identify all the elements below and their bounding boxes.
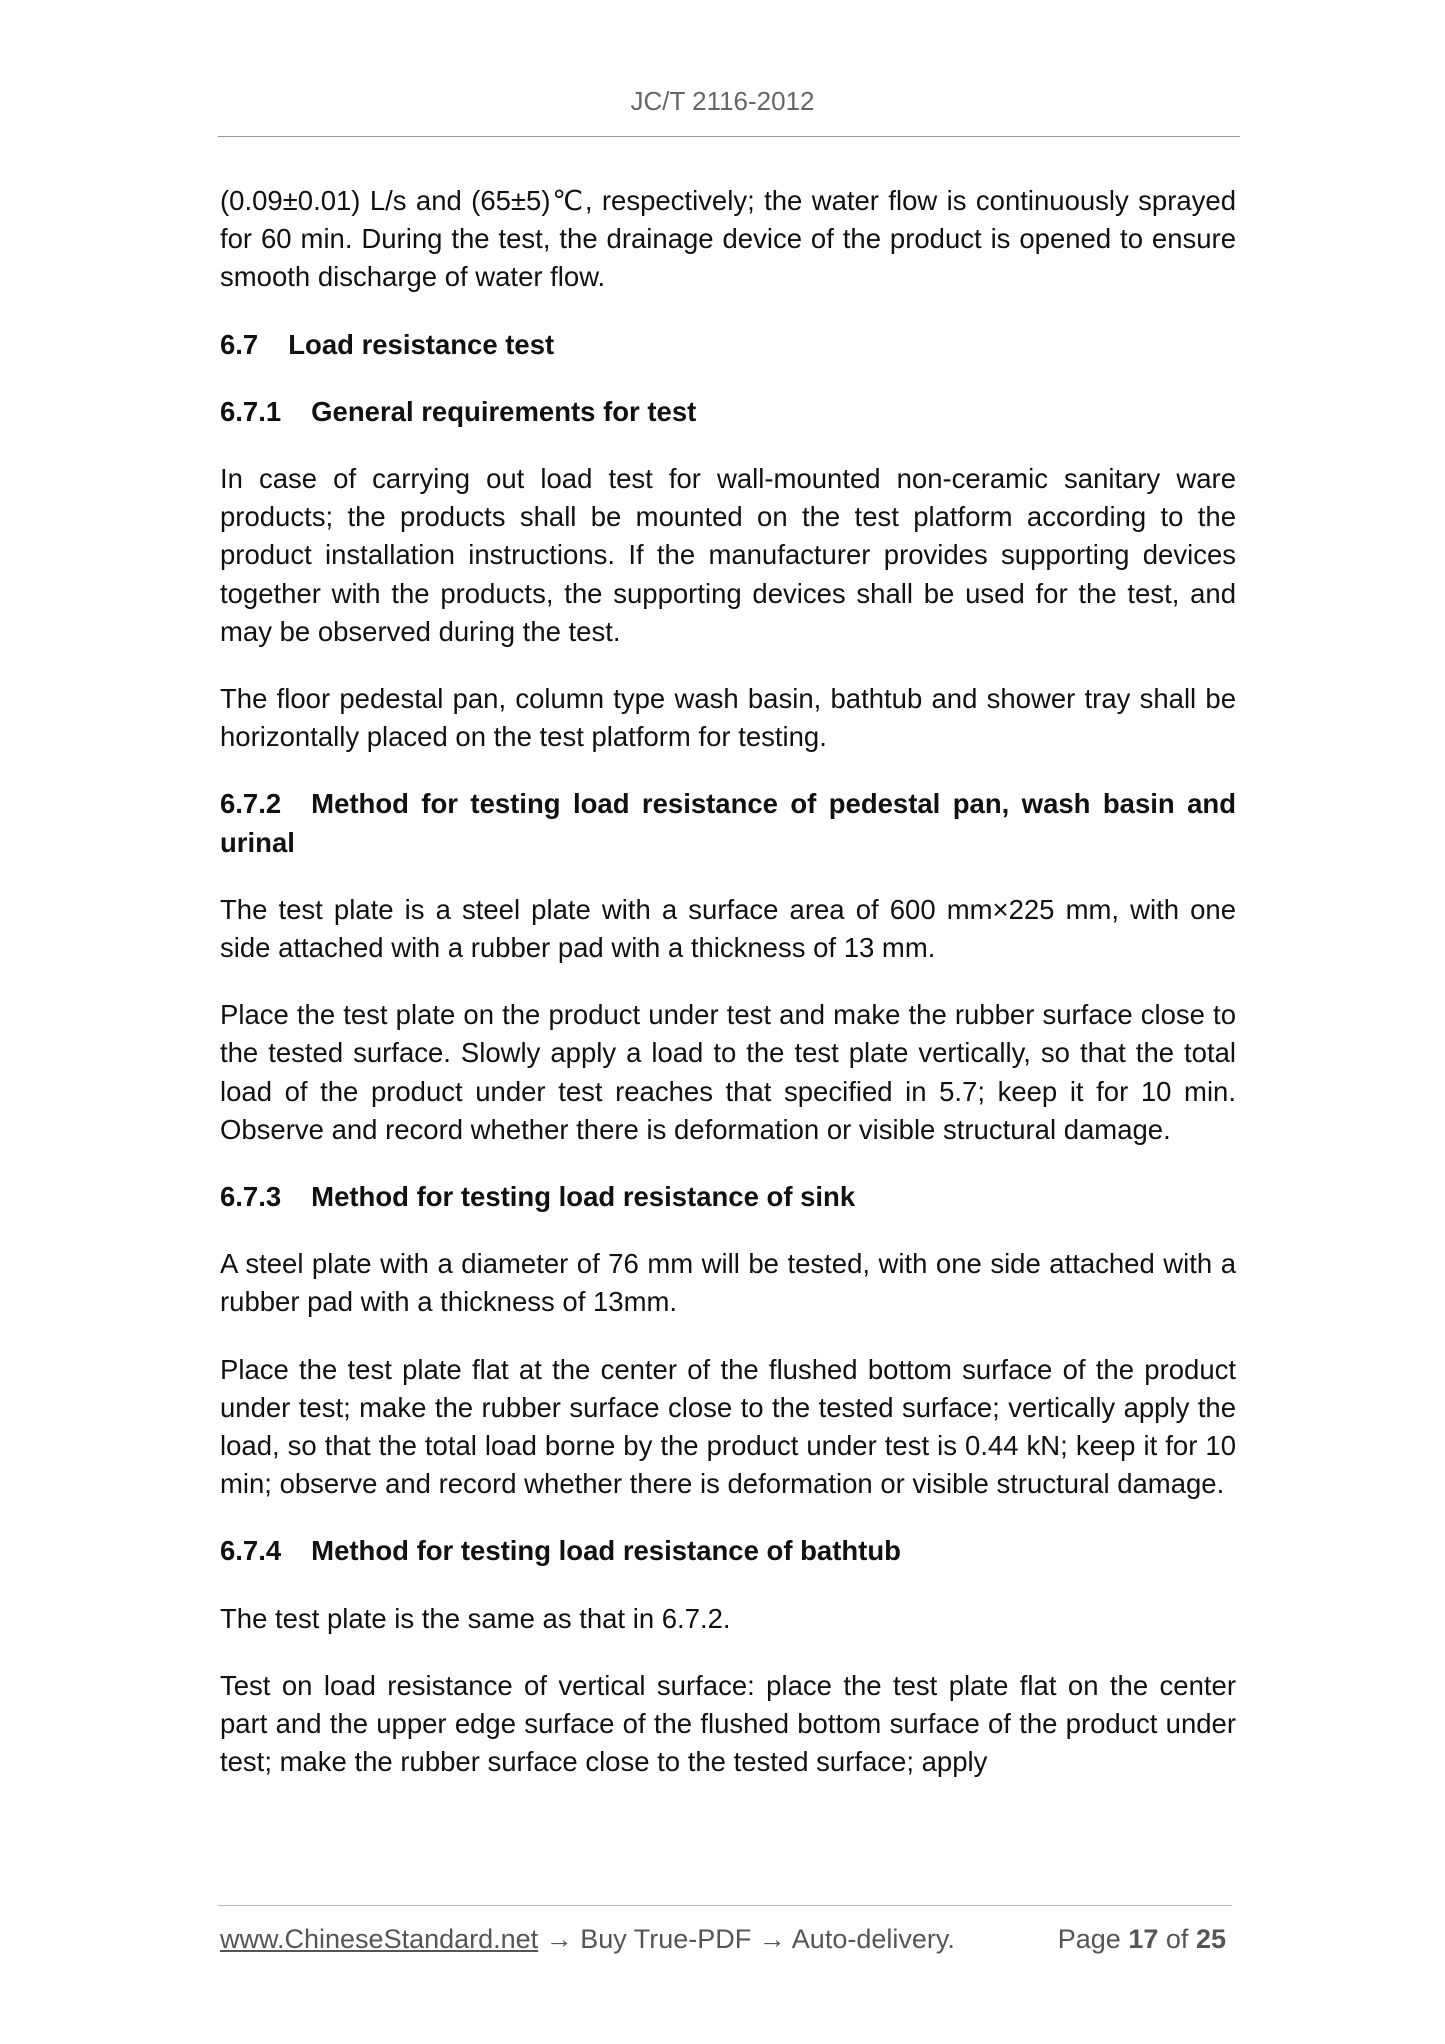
intro-paragraph: (0.09±0.01) L/s and (65±5)℃, respectively; the water flow is continuously sprayed for 60 min. During the test, the drainage device of the product is opened to ensure smooth discharge of water flow. xyxy=(220,185,1236,293)
page-total: 25 xyxy=(1195,1924,1226,1954)
website-link[interactable]: www.ChineseStandard.net xyxy=(220,1924,539,1954)
arrow-right-icon: → xyxy=(545,1924,573,1954)
section-heading-6-7-2 xyxy=(220,785,1236,861)
paragraph-6-7-3-a: A steel plate with a diameter of 76 mm will be tested, with one side attached with a rubber pad with a thickness of 13mm. xyxy=(220,1248,1236,1318)
paragraph-6-7-4-a: The test plate is the same as that in 6.7.2. xyxy=(220,1602,731,1634)
section-title: Method for testing load resistance of pedestal pan, wash basin and urinal xyxy=(220,788,1236,858)
page-current: 17 xyxy=(1128,1924,1159,1954)
footer-promo xyxy=(220,1924,955,1955)
footer-divider xyxy=(218,1905,1232,1906)
section-number: 6.7 xyxy=(220,328,259,360)
paragraph-6-7-1-a: In case of carrying out load test for wall-mounted non-ceramic sanitary ware products; the products shall be mounted on the test platform according to the product installation instructions. If the manufacturer provides supporting devices together with the products, the supporting devices shall be used for the test, and may be observed during the test. xyxy=(220,463,1236,647)
section-title: Method for testing load resistance of sink xyxy=(311,1181,856,1213)
paragraph-6-7-1-b: The floor pedestal pan, column type wash basin, bathtub and shower tray shall be horizontally placed on the test platform for testing. xyxy=(220,683,1236,753)
of-label: of xyxy=(1165,1924,1189,1954)
page-indicator xyxy=(1058,1924,1226,1955)
paragraph-6-7-3-b: Place the test plate flat at the center of the flushed bottom surface of the product under test; make the rubber surface close to the tested surface; vertically apply the load, so that the total load borne by the product under test is 0.44 kN; keep it for 10 min; observe and record whether there is deformation or visible structural damage. xyxy=(220,1353,1236,1500)
paragraph-6-7-4-b: Test on load resistance of vertical surface: place the test plate flat on the center part and the upper edge surface of the flushed bottom surface of the product under test; make the rubber surface close to the tested surface; apply xyxy=(220,1669,1236,1778)
section-title: Load resistance test xyxy=(288,328,555,360)
paragraph-6-7-2-b: Place the test plate on the product under test and make the rubber surface close to the tested surface. Slowly apply a load to the test plate vertically, so that the total load of the product under test reaches that specified in 5.7; keep it for 10 min. Observe and record whether there is deformation or visible structural damage. xyxy=(220,999,1236,1145)
section-title: General requirements for test xyxy=(311,395,697,427)
section-title: Method for testing load resistance of bathtub xyxy=(311,1535,901,1567)
section-heading-6-7-4 xyxy=(220,1532,1236,1570)
arrow-right-icon: → xyxy=(758,1924,786,1954)
section-heading-6-7-3 xyxy=(220,1178,1236,1216)
page-content xyxy=(220,182,1236,1811)
section-number: 6.7.2 xyxy=(220,788,282,820)
paragraph-6-7-2-a: The test plate is a steel plate with a surface area of 600 mm×225 mm, with one side attached with a rubber pad with a thickness of 13 mm. xyxy=(220,893,1236,964)
section-number: 6.7.4 xyxy=(220,1535,282,1567)
section-heading-6-7 xyxy=(220,326,1236,364)
section-number: 6.7.3 xyxy=(220,1181,282,1213)
page-label: Page xyxy=(1057,1924,1121,1954)
auto-delivery-text: Auto-delivery. xyxy=(791,1924,955,1954)
header-divider xyxy=(218,136,1240,137)
buy-true-pdf-text: Buy True-PDF xyxy=(580,1924,752,1954)
section-number: 6.7.1 xyxy=(220,395,282,427)
section-heading-6-7-1 xyxy=(220,393,1236,431)
document-id-header: JC/T 2116-2012 xyxy=(630,86,815,116)
